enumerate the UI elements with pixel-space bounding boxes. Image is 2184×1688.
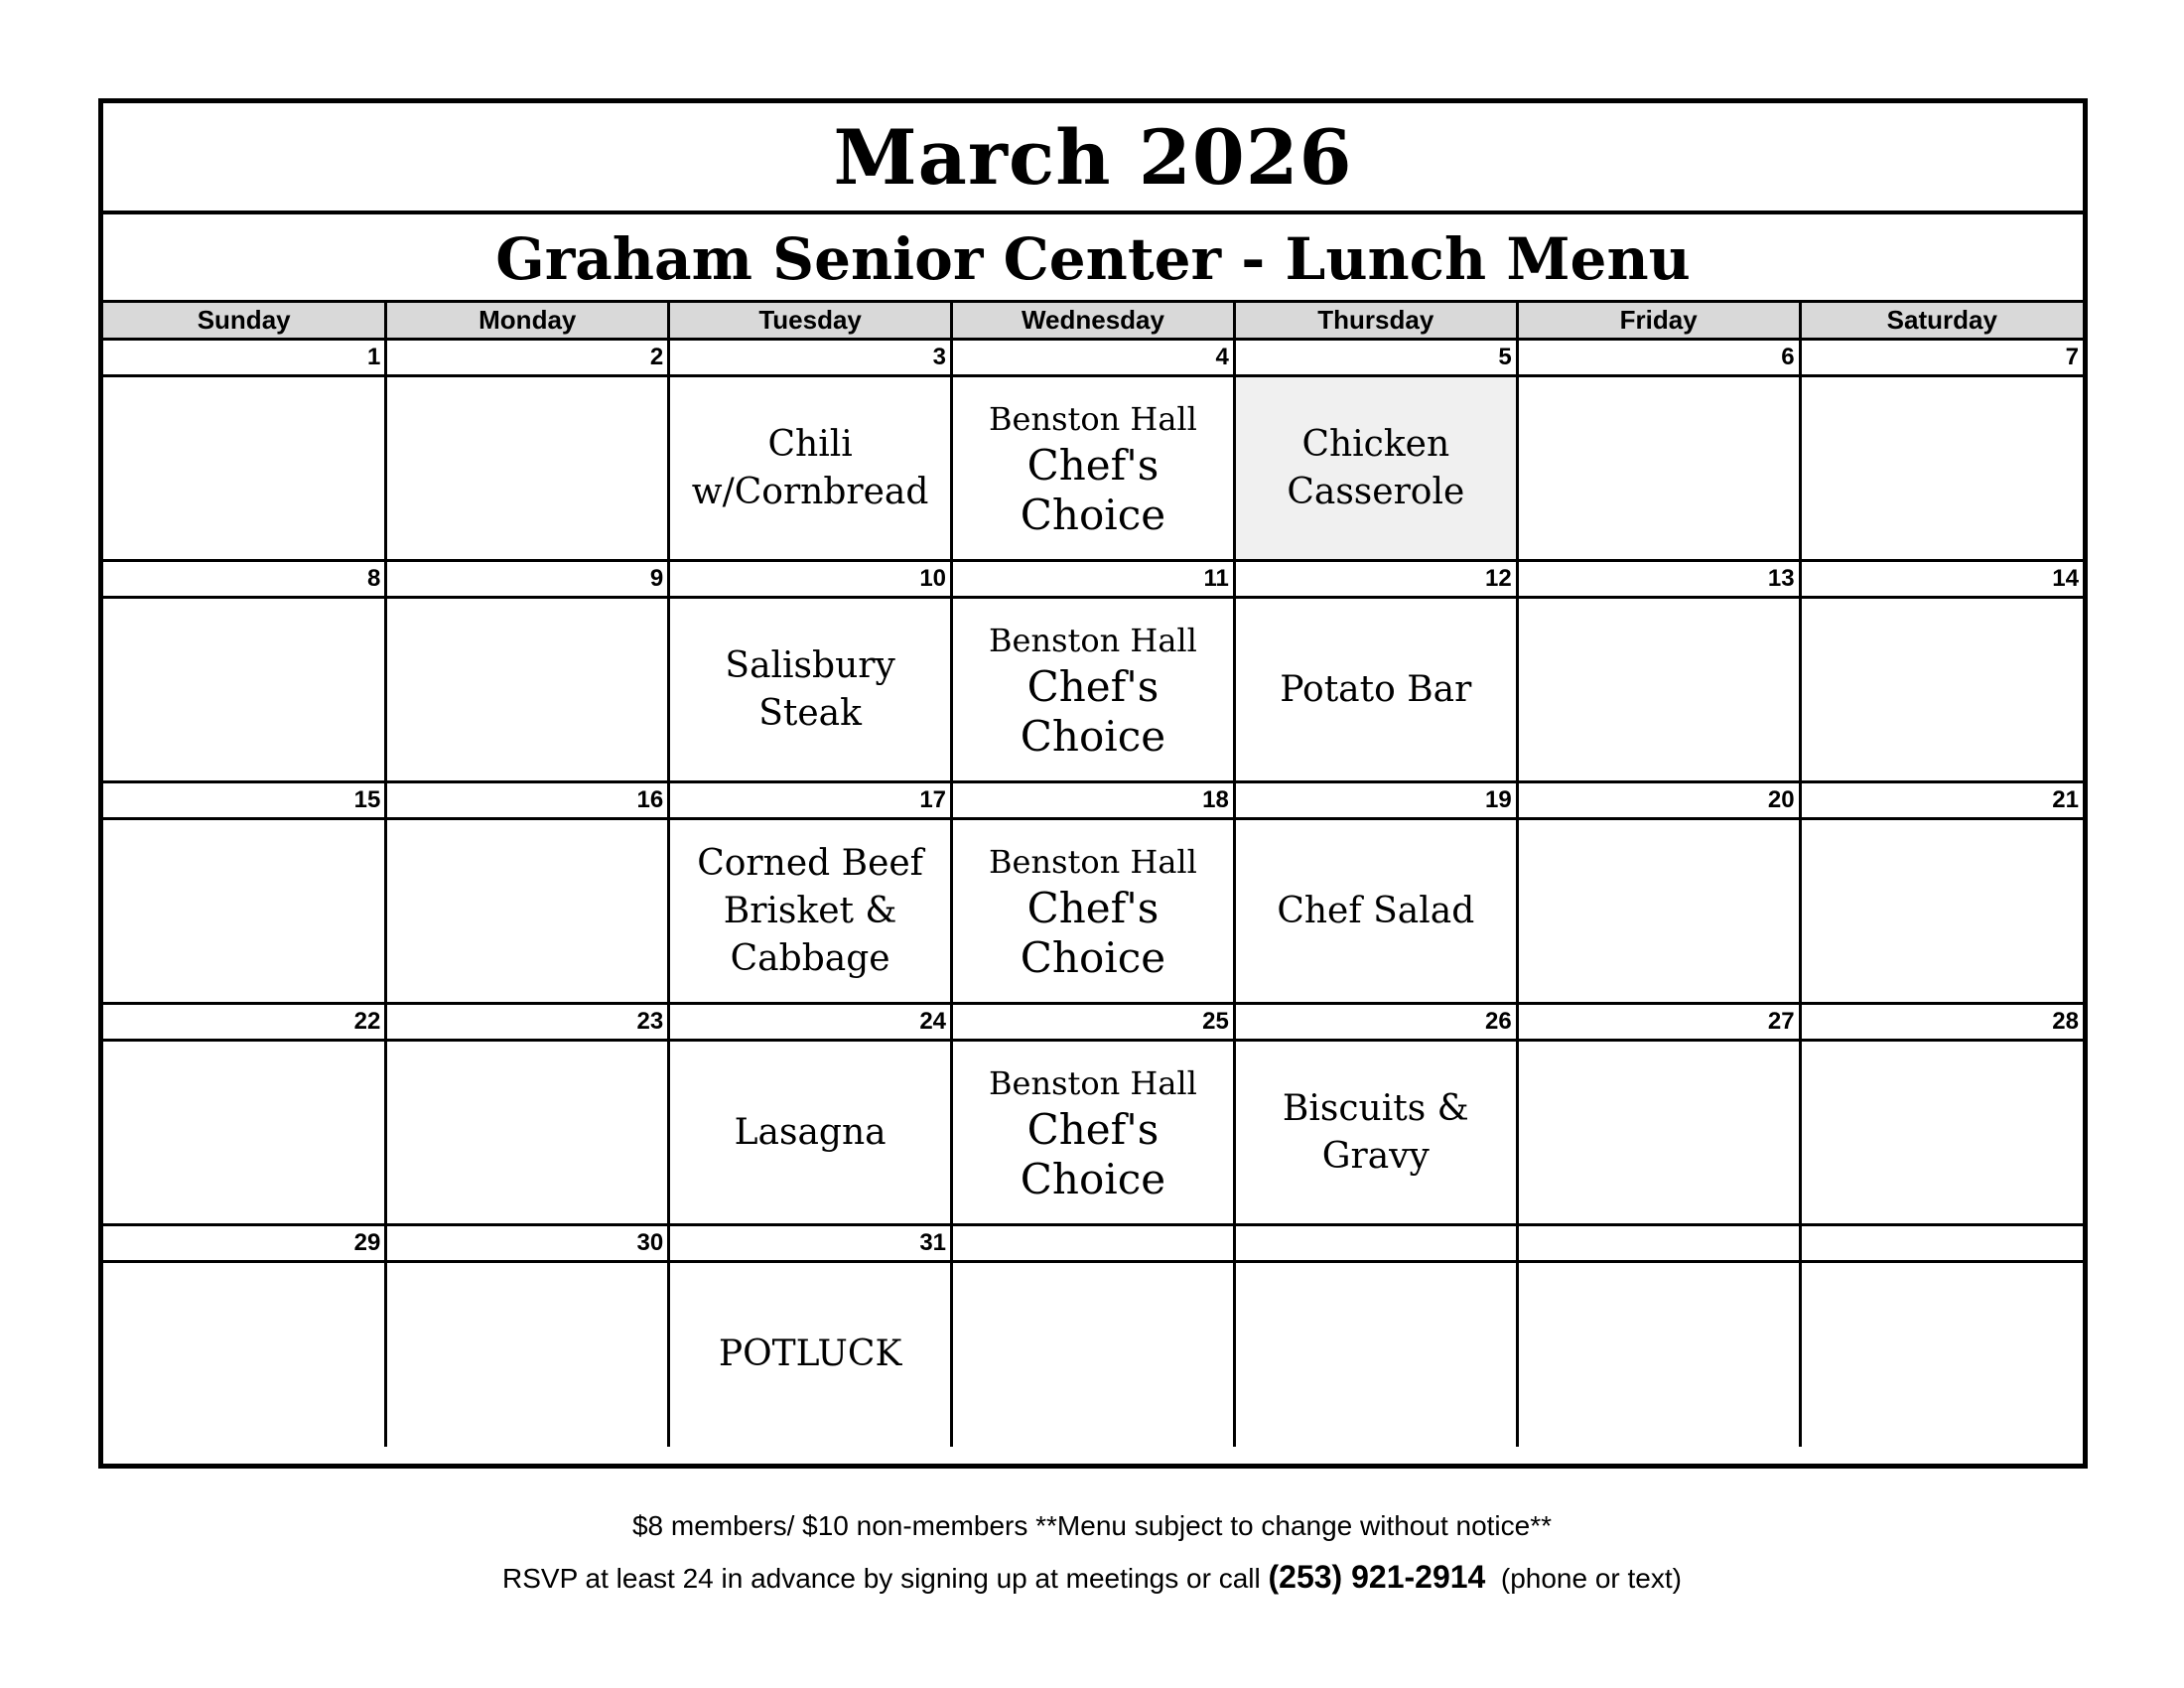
- menu-venue: Benston Hall: [989, 1063, 1197, 1102]
- date-number: [1517, 1225, 1800, 1262]
- day-header-tuesday: Tuesday: [669, 302, 952, 340]
- date-number: 25: [952, 1004, 1235, 1041]
- menu-item-line: Chef Salad: [1277, 890, 1475, 931]
- date-number: 13: [1517, 561, 1800, 598]
- day-header-friday: Friday: [1517, 302, 1800, 340]
- menu-cell: [952, 819, 1235, 1004]
- date-number: 15: [103, 782, 386, 819]
- day-header-saturday: Saturday: [1800, 302, 2083, 340]
- rsvp-note: [0, 1559, 2184, 1596]
- date-row: [103, 1225, 2083, 1262]
- menu-cell: [103, 376, 386, 561]
- menu-cell: [1800, 1262, 2083, 1447]
- calendar-title: March 2026: [103, 103, 2083, 214]
- menu-item: Chef's Choice: [1020, 883, 1166, 982]
- menu-cell: [669, 598, 952, 782]
- date-number: 7: [1800, 340, 2083, 376]
- date-number: 1: [103, 340, 386, 376]
- menu-item-line: Potato Bar: [1280, 668, 1472, 710]
- menu-cell: [952, 598, 1235, 782]
- menu-cell: [1800, 1041, 2083, 1225]
- rsvp-text: RSVP at least 24 in advance by signing up at meetings or call: [502, 1563, 1269, 1594]
- rsvp-suffix: (phone or text): [1485, 1563, 1682, 1594]
- menu-cell: [386, 819, 669, 1004]
- menu-cell: [1234, 376, 1517, 561]
- day-header-thursday: Thursday: [1234, 302, 1517, 340]
- menu-cell: [103, 1041, 386, 1225]
- day-header-wednesday: Wednesday: [952, 302, 1235, 340]
- menu-item-line: Brisket &: [723, 890, 897, 931]
- menu-cell: [386, 376, 669, 561]
- menu-item: Chef's Choice: [1020, 661, 1166, 761]
- menu-item-line: Corned Beef: [697, 842, 923, 884]
- calendar: [98, 98, 2088, 1469]
- day-header-sunday: Sunday: [103, 302, 386, 340]
- menu-cell: [103, 819, 386, 1004]
- date-number: 9: [386, 561, 669, 598]
- date-number: [1234, 1225, 1517, 1262]
- menu-cell: [669, 819, 952, 1004]
- menu-cell: [669, 1041, 952, 1225]
- date-number: 2: [386, 340, 669, 376]
- menu-venue: Benston Hall: [989, 842, 1197, 881]
- date-number: 26: [1234, 1004, 1517, 1041]
- menu-row: [103, 819, 2083, 1004]
- menu-item-line: Lasagna: [734, 1111, 887, 1153]
- menu-cell: [1800, 598, 2083, 782]
- menu-item-line: Cabbage: [730, 937, 890, 979]
- menu-item-line: Chicken: [1301, 423, 1450, 465]
- menu-cell: [103, 598, 386, 782]
- menu-cell: [1234, 819, 1517, 1004]
- date-number: 22: [103, 1004, 386, 1041]
- date-number: 17: [669, 782, 952, 819]
- date-number: 23: [386, 1004, 669, 1041]
- date-number: 16: [386, 782, 669, 819]
- menu-cell: [1517, 819, 1800, 1004]
- menu-row: [103, 1041, 2083, 1225]
- date-number: 24: [669, 1004, 952, 1041]
- date-number: 27: [1517, 1004, 1800, 1041]
- date-row: [103, 340, 2083, 376]
- date-number: 29: [103, 1225, 386, 1262]
- date-number: 12: [1234, 561, 1517, 598]
- calendar-weeks: [103, 340, 2083, 1447]
- menu-cell: [386, 598, 669, 782]
- menu-cell: [952, 376, 1235, 561]
- menu-cell: [386, 1041, 669, 1225]
- menu-cell: [1234, 1041, 1517, 1225]
- date-number: 11: [952, 561, 1235, 598]
- menu-cell: [669, 376, 952, 561]
- date-number: 6: [1517, 340, 1800, 376]
- date-row: [103, 561, 2083, 598]
- date-number: 4: [952, 340, 1235, 376]
- phone-number: (253) 921-2914: [1268, 1559, 1486, 1595]
- date-number: [1800, 1225, 2083, 1262]
- date-number: 28: [1800, 1004, 2083, 1041]
- date-number: 10: [669, 561, 952, 598]
- menu-venue: Benston Hall: [989, 621, 1197, 659]
- date-number: 19: [1234, 782, 1517, 819]
- menu-item-line: Salisbury Steak: [725, 644, 895, 734]
- date-row: [103, 782, 2083, 819]
- day-header-monday: Monday: [386, 302, 669, 340]
- menu-cell: [1234, 598, 1517, 782]
- menu-cell: [1517, 1041, 1800, 1225]
- menu-cell: [1800, 819, 2083, 1004]
- date-number: 31: [669, 1225, 952, 1262]
- menu-item-line: w/Cornbread: [691, 471, 929, 512]
- menu-cell: [1517, 598, 1800, 782]
- menu-cell: [952, 1041, 1235, 1225]
- menu-cell: [1234, 1262, 1517, 1447]
- menu-venue: Benston Hall: [989, 399, 1197, 438]
- date-number: 14: [1800, 561, 2083, 598]
- date-number: 21: [1800, 782, 2083, 819]
- menu-item: Chef's Choice: [1020, 1104, 1166, 1203]
- date-number: 30: [386, 1225, 669, 1262]
- menu-item-line: Biscuits &: [1282, 1087, 1469, 1129]
- pricing-note: $8 members/ $10 non-members **Menu subject to change without notice**: [631, 1510, 1553, 1541]
- date-number: 5: [1234, 340, 1517, 376]
- date-number: 3: [669, 340, 952, 376]
- menu-item-line: Chili: [767, 423, 853, 465]
- calendar-grid: [103, 300, 2083, 1447]
- menu-row: [103, 1262, 2083, 1447]
- menu-item-line: Casserole: [1287, 471, 1465, 512]
- date-number: 20: [1517, 782, 1800, 819]
- date-number: 18: [952, 782, 1235, 819]
- menu-cell: [952, 1262, 1235, 1447]
- menu-cell: [1800, 376, 2083, 561]
- menu-cell: [103, 1262, 386, 1447]
- menu-cell: [386, 1262, 669, 1447]
- date-number: [952, 1225, 1235, 1262]
- menu-item-line: POTLUCK: [718, 1334, 902, 1375]
- day-header-row: [103, 302, 2083, 340]
- menu-cell: [1517, 376, 1800, 561]
- menu-item-line: Gravy: [1321, 1135, 1430, 1177]
- date-row: [103, 1004, 2083, 1041]
- date-number: 8: [103, 561, 386, 598]
- menu-row: [103, 598, 2083, 782]
- menu-cell: [669, 1262, 952, 1447]
- calendar-subtitle: Graham Senior Center - Lunch Menu: [495, 225, 1691, 293]
- menu-row: [103, 376, 2083, 561]
- menu-item: Chef's Choice: [1020, 440, 1166, 539]
- menu-cell: [1517, 1262, 1800, 1447]
